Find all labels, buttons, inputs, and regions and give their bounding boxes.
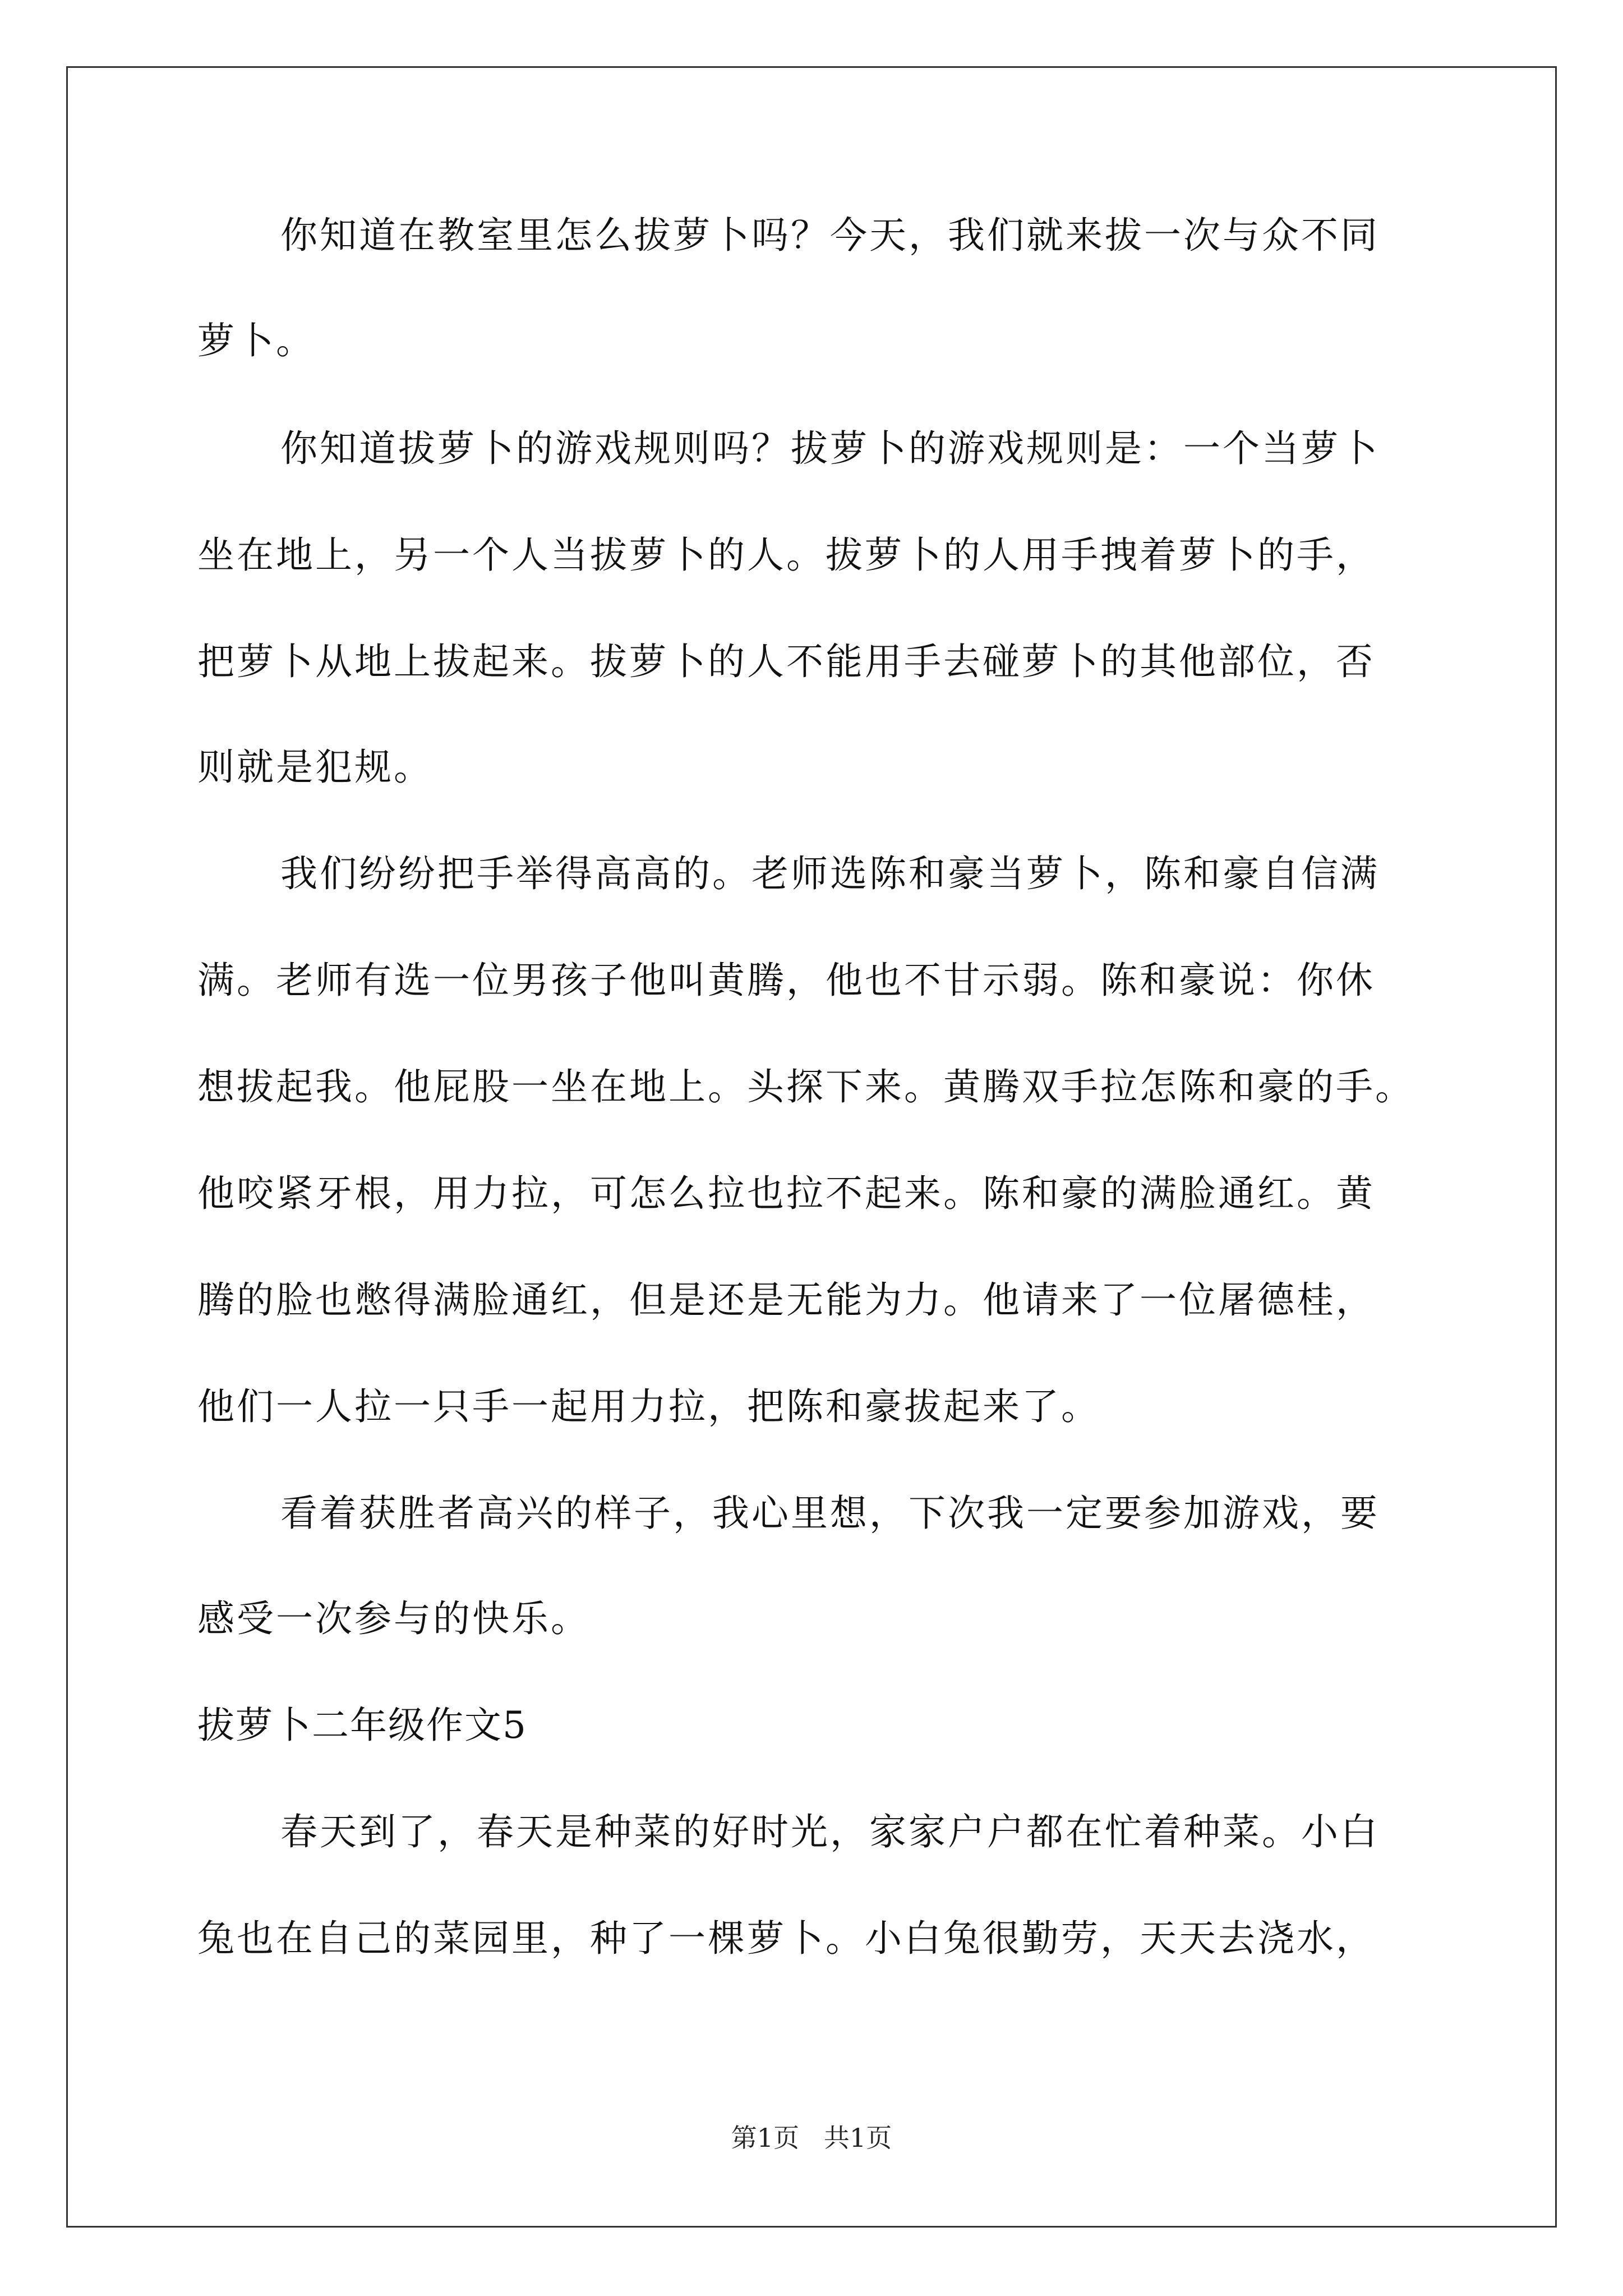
text-line: 感受一次参与的快乐。 <box>197 1597 590 1640</box>
text-line: 萝卜。 <box>197 319 315 362</box>
page-border <box>66 66 1557 2228</box>
page-number-footer: 第1页 共1页 <box>731 2123 892 2153</box>
text-line: 他咬紧牙根，用力拉，可怎么拉也拉不起来。陈和豪的满脸通红。黄 <box>197 1172 1375 1215</box>
text-line: 腾的脸也憋得满脸通红，但是还是无能为力。他请来了一位屠德桂， <box>197 1278 1375 1322</box>
text-line: 满。老师有选一位男孩子他叫黄腾，他也不甘示弱。陈和豪说：你休 <box>197 959 1375 1002</box>
text-line: 想拔起我。他屁股一坐在地上。头探下来。黄腾双手拉怎陈和豪的手。 <box>197 1065 1414 1108</box>
section-heading: 拔萝卜二年级作文5 <box>197 1704 527 1747</box>
text-line: 我们纷纷把手举得高高的。老师选陈和豪当萝卜，陈和豪自信满 <box>280 852 1380 895</box>
text-line: 你知道拔萝卜的游戏规则吗？拔萝卜的游戏规则是：一个当萝卜 <box>280 427 1380 470</box>
text-line: 把萝卜从地上拔起来。拔萝卜的人不能用手去碰萝卜的其他部位，否 <box>197 640 1375 683</box>
text-line: 则就是犯规。 <box>197 746 433 789</box>
text-line: 春天到了，春天是种菜的好时光，家家户户都在忙着种菜。小白 <box>280 1810 1380 1853</box>
text-line: 你知道在教室里怎么拔萝卜吗？今天，我们就来拔一次与众不同 <box>280 214 1380 257</box>
text-line: 兔也在自己的菜园里，种了一棵萝卜。小白兔很勤劳，天天去浇水， <box>197 1917 1375 1960</box>
text-line: 坐在地上，另一个人当拔萝卜的人。拔萝卜的人用手拽着萝卜的手， <box>197 533 1375 577</box>
text-line: 他们一人拉一只手一起用力拉，把陈和豪拔起来了。 <box>197 1385 1100 1428</box>
text-line: 看着获胜者高兴的样子，我心里想，下次我一定要参加游戏，要 <box>280 1492 1380 1535</box>
